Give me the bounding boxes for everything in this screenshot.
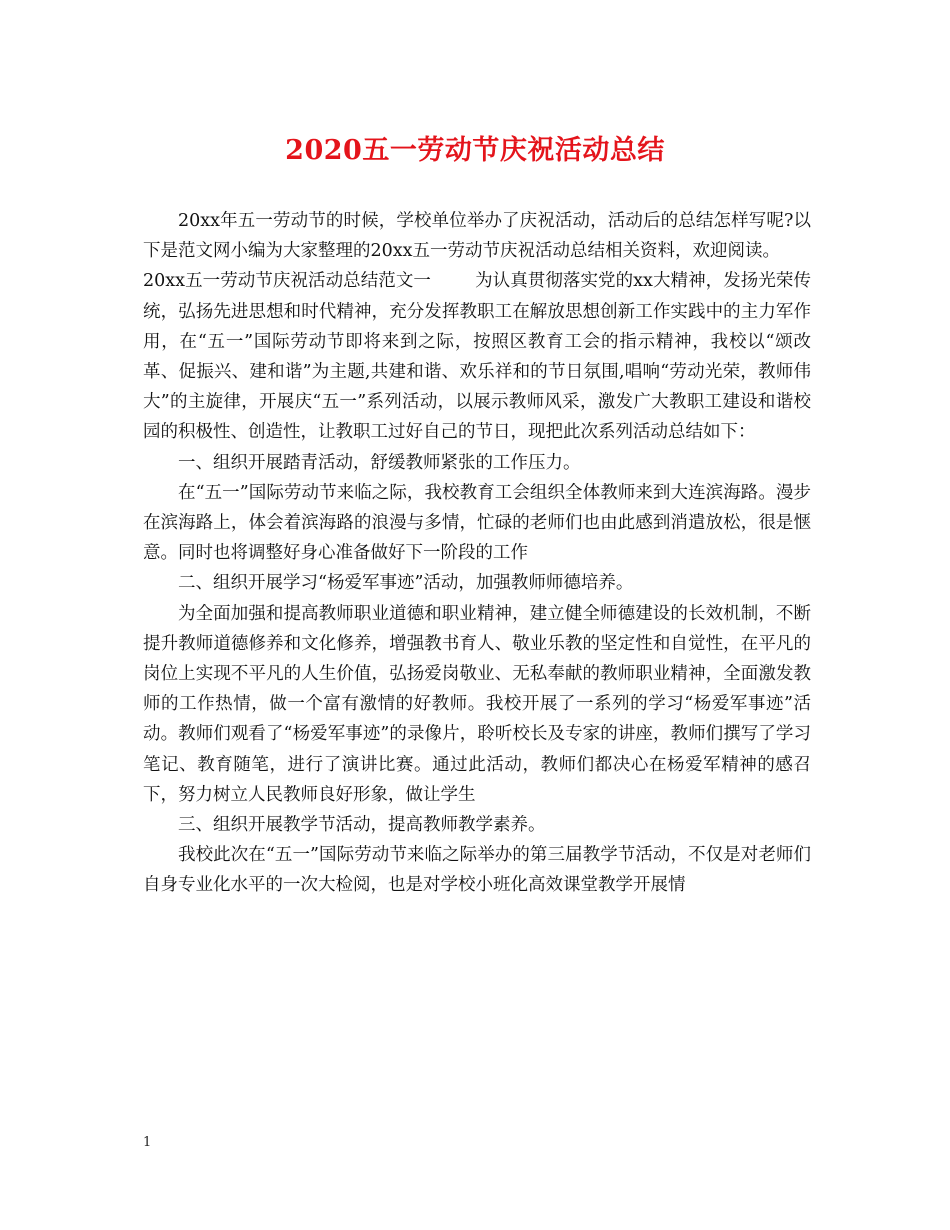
- point2-heading: 二、组织开展学习“杨爱军事迹”活动，加强教师师德培养。: [178, 573, 634, 594]
- section-paragraph: [143, 266, 811, 447]
- point1-body: 在“五一”国际劳动节来临之际，我校教育工会组织全体教师来到大连滨海路。漫步在滨海路上，体会着滨海路的浪漫与多情，忙碌的老师们也由此感到消遣放松，很是惬意。同时也将调整好身心准备做好下一阶段的工作: [143, 482, 811, 564]
- point1-heading: 一、组织开展踏青活动，舒缓教师紧张的工作压力。: [178, 452, 581, 473]
- point3-heading: 三、组织开展教学节活动，提高教师教学素养。: [178, 815, 546, 836]
- section-heading: 20xx五一劳动节庆祝活动总结范文一: [143, 271, 431, 292]
- point2-body: 为全面加强和提高教师职业道德和职业精神，建立健全师德建设的长效机制，不断提升教师道德修养和文化修养，增强教书育人、敬业乐教的坚定性和自觉性，在平凡的岗位上实现不平凡的人生价值，弘扬爱岗敬业、无私奉献的教师职业精神，全面激发教师的工作热情，做一个富有激情的好教师。我校开展了一系列的学习“杨爱军事迹”活动。教师们观看了“杨爱军事迹”的录像片，聆听校长及专家的讲座，教师们撰写了学习笔记、教育随笔，进行了演讲比赛。通过此活动，教师们都决心在杨爱军精神的感召下，努力树立人民教师良好形象，做让学生: [143, 603, 811, 805]
- section-lead: 为认真贯彻落实党的xx大精神，发扬光荣传统，弘扬先进思想和时代精神，充分发挥教职工在解放思想创新工作实践中的主力军作用，在“五一”国际劳动节即将来到之际，按照区教育工会的指示精神，我校以“颂改革、促振兴、建和谐”为主题,共建和谐、欢乐祥和的节日氛围,唱响“劳动光荣，教师伟大”的主旋律，开展庆“五一”系列活动，以展示教师风采，激发广大教职工建设和谐校园的积极性、创造性，让教职工过好自己的节日，现把此次系列活动总结如下：: [143, 271, 811, 443]
- intro-paragraph: 20xx年五一劳动节的时候，学校单位举办了庆祝活动，活动后的总结怎样写呢?以下是范文网小编为大家整理的20xx五一劳动节庆祝活动总结相关资料，欢迎阅读。: [143, 211, 811, 262]
- document-body: [143, 206, 811, 901]
- point3-body: 我校此次在“五一”国际劳动节来临之际举办的第三届教学节活动，不仅是对老师们自身专业化水平的一次大检阅，也是对学校小班化高效课堂教学开展情: [143, 845, 811, 896]
- document-title: 2020五一劳动节庆祝活动总结: [285, 135, 665, 166]
- page-number: 1: [143, 1135, 152, 1150]
